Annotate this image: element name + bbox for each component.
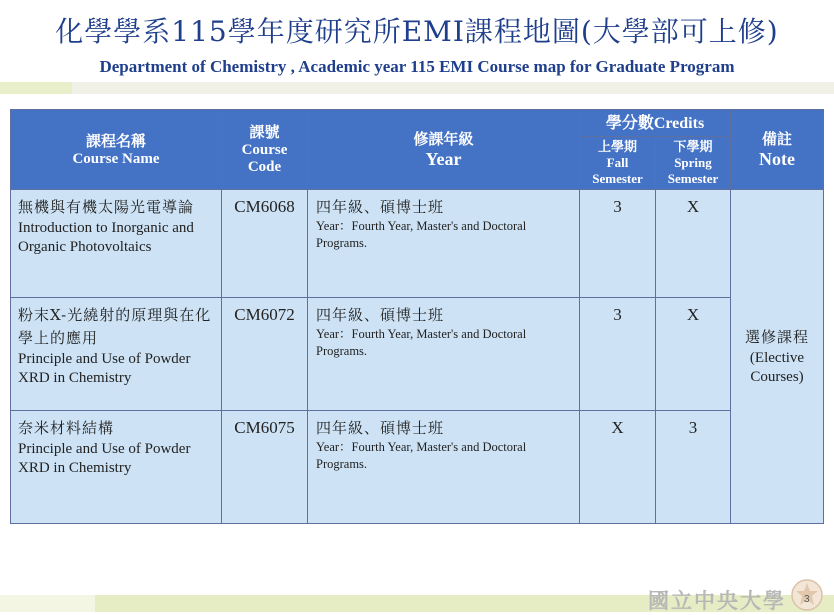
header-course-code: 課號 Course Code xyxy=(222,110,308,190)
course-name-cell: 無機與有機太陽光電導論 Introduction to Inorganic and Organic Photovoltaics xyxy=(11,190,222,298)
course-code-cell: CM6072 xyxy=(222,298,308,411)
course-year-cell: 四年級、碩博士班 Year：Fourth Year, Master's and Doctoral Programs. xyxy=(308,298,580,411)
spring-credit-cell: X xyxy=(656,190,731,298)
header-course-name: 課程名稱 Course Name xyxy=(11,110,222,190)
spring-credit-cell: 3 xyxy=(656,411,731,524)
spring-credit-cell: X xyxy=(656,298,731,411)
page-number: 3 xyxy=(804,594,810,605)
top-decor-bar xyxy=(0,82,834,94)
course-code-cell: CM6068 xyxy=(222,190,308,298)
page-title: 化學學系115學年度研究所EMI課程地圖(大學部可上修) xyxy=(55,15,779,48)
table-row xyxy=(11,411,824,524)
page-subtitle: Department of Chemistry , Academic year 115 EMI Course map for Graduate Program xyxy=(99,57,735,76)
course-name-cell: 粉末X-光繞射的原理與在化學上的應用 Principle and Use of Powder XRD in Chemistry xyxy=(11,298,222,411)
course-year-cell: 四年級、碩博士班 Year：Fourth Year, Master's and Doctoral Programs. xyxy=(308,411,580,524)
header-note: 備註 Note xyxy=(731,110,824,190)
course-map-table xyxy=(10,109,824,524)
university-logo-text: 國立中央大學 xyxy=(648,588,786,613)
course-code-cell: CM6075 xyxy=(222,411,308,524)
table-row xyxy=(11,190,824,298)
fall-credit-cell: X xyxy=(580,411,656,524)
table-row xyxy=(11,298,824,411)
header-spring: 下學期 Spring Semester xyxy=(656,137,731,190)
note-cell: 選修課程 (Elective Courses) xyxy=(731,190,824,524)
header-year: 修課年級 Year xyxy=(308,110,580,190)
course-name-cell: 奈米材料結構 Principle and Use of Powder XRD in Chemistry xyxy=(11,411,222,524)
fall-credit-cell: 3 xyxy=(580,298,656,411)
fall-credit-cell: 3 xyxy=(580,190,656,298)
course-year-cell: 四年級、碩博士班 Year：Fourth Year, Master's and Doctoral Programs. xyxy=(308,190,580,298)
header-fall: 上學期 Fall Semester xyxy=(580,137,656,190)
header-credits: 學分數Credits xyxy=(580,110,731,137)
